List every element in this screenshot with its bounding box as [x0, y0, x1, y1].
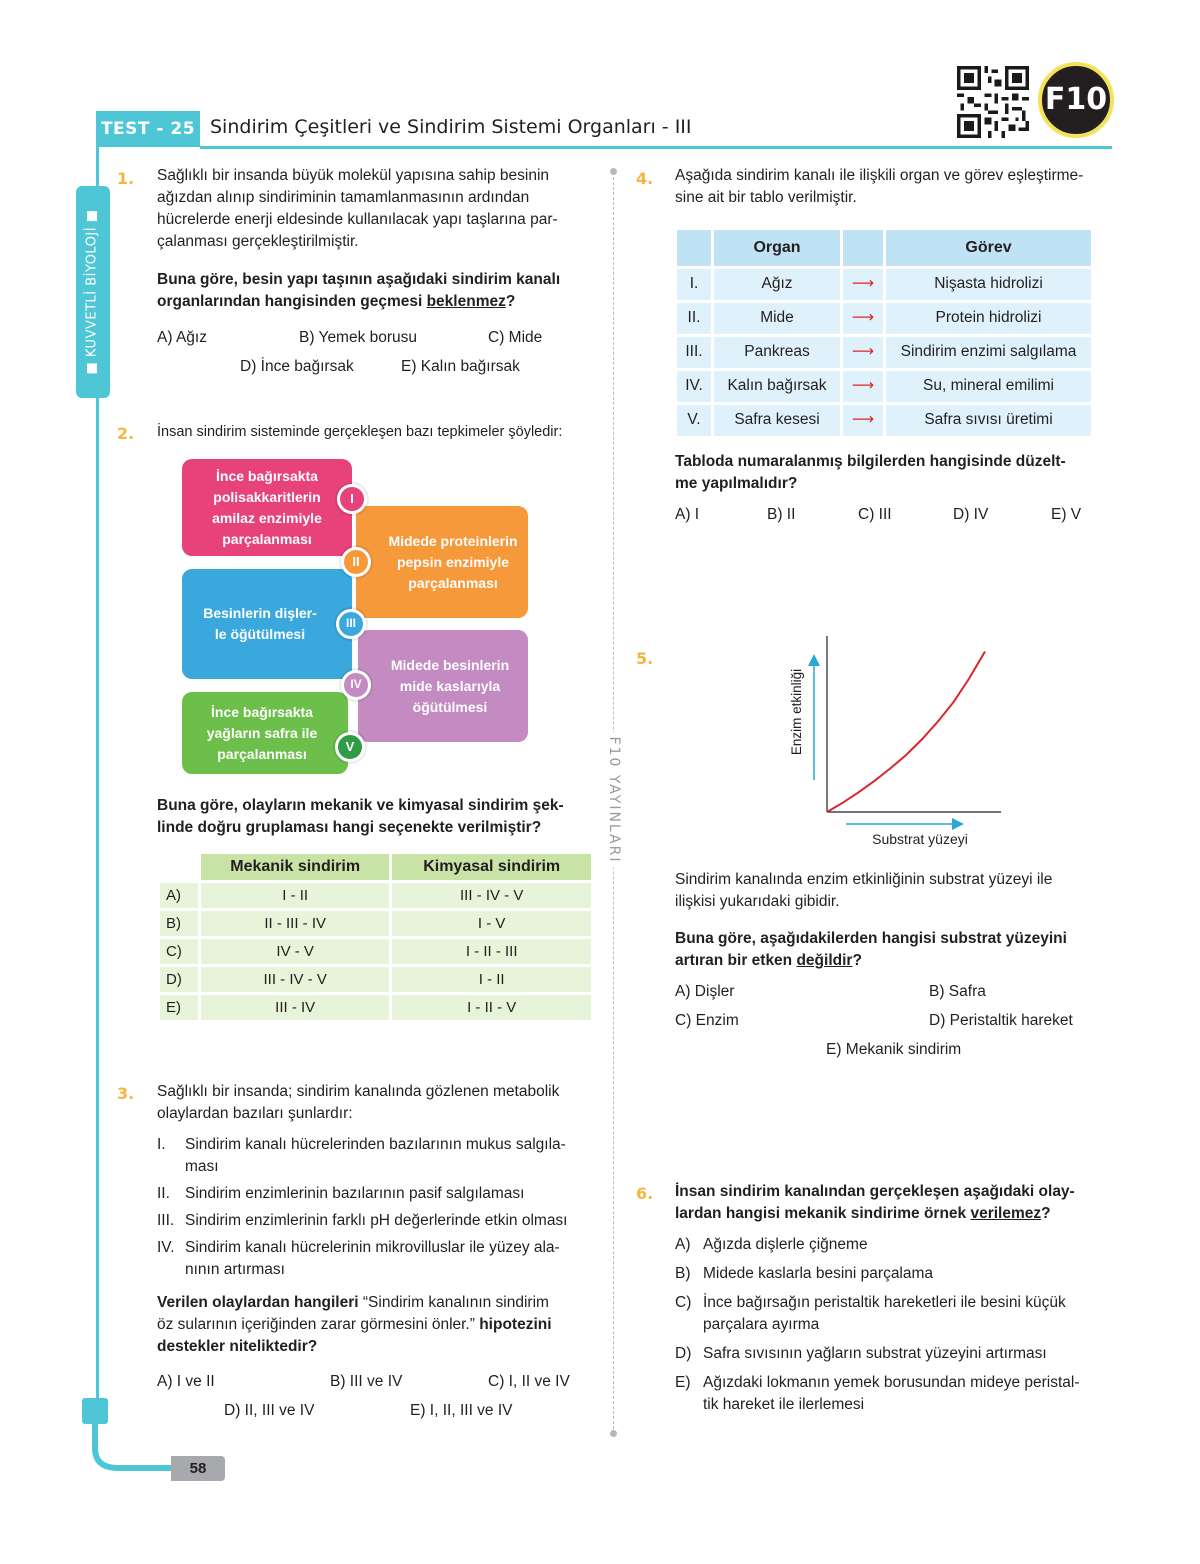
q6-option-c[interactable] [675, 1292, 1115, 1336]
divider-dot [610, 1430, 617, 1437]
table-cell: Kalın bağırsak [714, 371, 840, 402]
test-label: TEST - 25 [96, 111, 200, 147]
option-letter: B) [675, 1265, 691, 1282]
table-cell: II. [677, 303, 711, 334]
text-line: nının artırması [185, 1261, 285, 1278]
text-line: Buna göre, olayların mekanik ve kimyasal sindirim şek- [157, 797, 564, 814]
q1-option-e[interactable]: E) Kalın bağırsak [401, 358, 520, 375]
table-cell: Safra kesesi [714, 405, 840, 436]
table-row[interactable] [160, 911, 591, 936]
table-cell: Nişasta hidrolizi [886, 269, 1091, 300]
text-span: hipotezini [474, 1316, 552, 1333]
text-span: ? [852, 952, 862, 969]
q6-question [675, 1181, 1115, 1225]
list-item [157, 1237, 597, 1281]
text-span: öz sularının içeriğinden zarar görmesini önler.” [157, 1316, 475, 1333]
text-line: me yapılmalıdır? [675, 475, 798, 492]
q4-option-d[interactable]: D) IV [953, 506, 989, 523]
q2-step-box [182, 692, 348, 774]
text-line: İnsan sindirim kanalından gerçekleşen aşağıdaki olay- [675, 1183, 1075, 1200]
page-number: 58 [171, 1456, 225, 1481]
side-tab-label: ■ KUVVETLİ BİYOLOJİ ■ [84, 209, 100, 375]
table-cell: I - V [392, 911, 591, 936]
q6-option-d[interactable] [675, 1343, 1115, 1365]
text-line: parçalanması [217, 745, 307, 762]
text-span: lardan hangisi mekanik sindirime örnek [675, 1205, 971, 1222]
emphasis: beklenmez [426, 293, 506, 310]
text-line: Ağızda dişlerle çiğneme [703, 1236, 868, 1253]
option-letter[interactable]: C) [160, 939, 198, 964]
text-line: hücrelerde enerji eldesinde kullanılacak yapı taşlarına par- [157, 211, 558, 228]
q2-step-box [182, 459, 352, 556]
q1-stem [157, 165, 594, 253]
text-line: Besinlerin dişler- [203, 605, 317, 621]
q1-question [157, 269, 597, 313]
list-item [157, 1134, 597, 1178]
x-axis-label: Substrat yüzeyi [872, 831, 968, 847]
table-cell: III - IV [201, 995, 389, 1020]
option-letter[interactable]: E) [160, 995, 198, 1020]
text-span: ? [1041, 1205, 1051, 1222]
table-cell: Ağız [714, 269, 840, 300]
text-span: Verilen olaylardan hangileri [157, 1294, 359, 1311]
y-axis-label: Enzim etkinliği [789, 668, 804, 756]
q4-question [675, 451, 1115, 495]
option-letter[interactable]: A) [160, 883, 198, 908]
text-line: ması [185, 1158, 219, 1175]
table-row [677, 303, 1091, 334]
question-number: 4. [636, 169, 654, 188]
q3-option-c[interactable]: C) I, II ve IV [488, 1373, 570, 1390]
qr-code-icon[interactable] [956, 66, 1030, 138]
option-letter: D) [675, 1345, 692, 1362]
text-line: Midede proteinlerin [388, 532, 518, 549]
q1-option-c[interactable]: C) Mide [488, 329, 543, 346]
text-line: polisakkaritlerin [213, 488, 321, 505]
q3-items [157, 1134, 597, 1281]
list-item [157, 1210, 597, 1232]
q3-option-a[interactable]: A) I ve II [157, 1373, 215, 1390]
emphasis: verilemez [970, 1205, 1042, 1222]
text-line: sine ait bir tablo verilmiştir. [675, 189, 857, 206]
table-row[interactable] [160, 883, 591, 908]
q5-stem [675, 869, 1112, 913]
item-numeral: IV. [157, 1239, 175, 1256]
q6-option-a[interactable] [675, 1234, 1115, 1256]
item-numeral: III. [157, 1212, 175, 1229]
step-marker: V [335, 732, 365, 762]
page-title: Sindirim Çeşitleri ve Sindirim Sistemi Organları - III [210, 116, 692, 138]
step-marker: I [337, 484, 367, 514]
question-number: 6. [636, 1184, 654, 1203]
text-line: parçalara ayırma [703, 1316, 820, 1333]
text-line: Sindirim enzimlerinin bazılarının pasif salgılaması [185, 1185, 525, 1202]
text-line [675, 1203, 1115, 1225]
text-line [157, 291, 597, 313]
text-line: le öğütülmesi [214, 626, 306, 642]
table-cell: I - II [392, 967, 591, 992]
table-cell: Su, mineral emilimi [886, 371, 1091, 402]
q2-stem: İnsan sindirim sisteminde gerçekleşen bazı tepkimeler şöyledir: [157, 424, 563, 440]
table-header [160, 854, 198, 880]
text-line: Midede kaslarla besini parçalama [703, 1265, 934, 1282]
list-item [157, 1183, 597, 1205]
text-line: Tabloda numaralanmış bilgilerden hangisinde düzelt- [675, 453, 1066, 470]
q2-step-box [182, 569, 352, 679]
text-line [157, 1314, 597, 1336]
q5-option-b[interactable]: B) Safra [929, 983, 986, 1000]
table-cell: Sindirim enzimi salgılama [886, 337, 1091, 368]
text-line: destekler niteliktedir? [157, 1338, 318, 1355]
q2-step-box [356, 506, 528, 618]
option-letter[interactable]: B) [160, 911, 198, 936]
table-cell: III - IV - V [392, 883, 591, 908]
option-letter: A) [675, 1236, 691, 1253]
q6-options [675, 1234, 1115, 1416]
item-numeral: I. [157, 1136, 166, 1153]
q5-chart [770, 630, 1030, 860]
publisher-logo: F10 [1038, 62, 1114, 138]
table-cell: Mide [714, 303, 840, 334]
question-number: 3. [117, 1084, 135, 1103]
table-header: Mekanik sindirim [201, 854, 389, 880]
q1-option-a[interactable]: A) Ağız [157, 329, 207, 346]
text-line: olaylardan bazıları şunlardır: [157, 1105, 353, 1122]
text-line: öğütülmesi [412, 698, 488, 715]
table-cell: IV. [677, 371, 711, 402]
text-line: İnce bağırsağın peristaltik hareketleri ile besini küçük [703, 1294, 1066, 1311]
item-numeral: II. [157, 1185, 170, 1202]
step-marker: III [336, 609, 366, 639]
text-span: “Sindirim kanalının sindirim [358, 1294, 549, 1311]
right-arrow-icon: ⟶ [843, 303, 883, 334]
q3-option-e[interactable]: E) I, II, III ve IV [410, 1402, 513, 1419]
emphasis: değildir [796, 952, 853, 969]
q2-step-box [358, 630, 528, 742]
table-row[interactable] [160, 967, 591, 992]
text-line: Buna göre, aşağıdakilerden hangisi substrat yüzeyini [675, 930, 1067, 947]
text-line: İnce bağırsakta [211, 703, 313, 720]
table-cell: III - IV - V [201, 967, 389, 992]
q3-stem [157, 1081, 597, 1125]
footer-connector [78, 1398, 178, 1488]
text-line: Aşağıda sindirim kanalı ile ilişkili organ ve görev eşleştirme- [675, 167, 1084, 184]
text-line: İnce bağırsakta [216, 467, 318, 484]
text-line: ağızdan alınıp sindiriminin tamamlanmasının ardından [157, 189, 530, 206]
text-span: organlarından hangisinden geçmesi [157, 293, 427, 310]
table-cell: Pankreas [714, 337, 840, 368]
right-arrow-icon: ⟶ [843, 269, 883, 300]
text-line: Sağlıklı bir insanda; sindirim kanalında gözlenen metabolik [157, 1083, 560, 1100]
table-header [677, 230, 711, 266]
q6-option-b[interactable] [675, 1263, 1115, 1285]
publisher-watermark: F10 YAYINLARI [604, 733, 624, 868]
q2-answer-table [157, 851, 594, 1023]
table-row [677, 405, 1091, 436]
step-marker: II [341, 547, 371, 577]
option-letter[interactable]: D) [160, 967, 198, 992]
table-cell: I. [677, 269, 711, 300]
q5-option-e[interactable]: E) Mekanik sindirim [826, 1041, 962, 1058]
q4-option-c[interactable]: C) III [858, 506, 892, 523]
text-line: parçalanması [222, 530, 312, 547]
table-row[interactable] [160, 995, 591, 1020]
text-line: Safra sıvısının yağların substrat yüzeyini artırması [703, 1345, 1047, 1362]
text-line [157, 1292, 597, 1314]
option-letter: C) [675, 1294, 692, 1311]
text-line [675, 950, 1115, 972]
text-line: Ağızdaki lokmanın yemek borusundan mideye peristal- [703, 1374, 1080, 1391]
text-line: linde doğru gruplaması hangi seçenekte verilmiştir? [157, 819, 542, 836]
q3-option-d[interactable]: D) II, III ve IV [224, 1402, 315, 1419]
step-marker: IV [341, 670, 371, 700]
text-line: Midede besinlerin [390, 656, 510, 673]
right-arrow-icon: ⟶ [843, 337, 883, 368]
text-line: tik hareket ile ilerlemesi [703, 1396, 865, 1413]
table-cell: I - II [201, 883, 389, 908]
text-line: Sağlıklı bir insanda büyük molekül yapısına sahip besinin [157, 167, 550, 184]
table-header: Kimyasal sindirim [392, 854, 591, 880]
text-line: Sindirim kanalı hücrelerinden bazılarının mukus salgıla- [185, 1136, 566, 1153]
q1-option-b[interactable]: B) Yemek borusu [299, 329, 418, 346]
table-cell: Safra sıvısı üretimi [886, 405, 1091, 436]
table-cell: V. [677, 405, 711, 436]
text-line: Sindirim kanalı hücrelerinin mikrovilluslar ile yüzey ala- [185, 1239, 560, 1256]
question-number: 1. [117, 169, 135, 188]
header-rule [200, 146, 1112, 149]
text-span: artıran bir etken [675, 952, 797, 969]
table-cell: I - II - III [392, 939, 591, 964]
table-cell: III. [677, 337, 711, 368]
q6-option-e[interactable] [675, 1372, 1115, 1416]
q4-stem [675, 165, 1115, 209]
text-line: çalanması gerçekleştirilmiştir. [157, 233, 359, 250]
text-line: mide kaslarıyla [399, 677, 501, 694]
question-number: 2. [117, 424, 135, 443]
text-span: ? [505, 293, 516, 310]
q3-question [157, 1292, 597, 1358]
text-line: yağların safra ile [206, 724, 318, 741]
divider-dot [610, 168, 617, 175]
right-arrow-icon: ⟶ [843, 371, 883, 402]
q5-question [675, 928, 1115, 972]
q3-option-b[interactable]: B) III ve IV [330, 1373, 403, 1390]
text-line: Sindirim enzimlerinin farklı pH değerlerinde etkin olması [185, 1212, 568, 1229]
text-line: pepsin enzimiyle [396, 553, 510, 570]
question-number: 5. [636, 649, 654, 668]
table-cell: II - III - IV [201, 911, 389, 936]
table-row [677, 337, 1091, 368]
table-row [677, 371, 1091, 402]
series-line [827, 652, 985, 813]
table-row[interactable] [160, 939, 591, 964]
table-cell: I - II - V [392, 995, 591, 1020]
q2-question [157, 795, 597, 839]
text-line: Buna göre, besin yapı taşının aşağıdaki sindirim kanalı [157, 271, 561, 288]
right-arrow-icon: ⟶ [843, 405, 883, 436]
table-header [843, 230, 883, 266]
q5-option-d[interactable]: D) Peristaltik hareket [929, 1012, 1073, 1029]
text-line: amilaz enzimiyle [212, 509, 322, 526]
text-line: ilişkisi yukarıdaki gibidir. [675, 893, 840, 910]
q5-option-a[interactable]: A) Dişler [675, 983, 735, 1000]
q4-organ-table [674, 227, 1094, 439]
table-cell: IV - V [201, 939, 389, 964]
table-header: Organ [714, 230, 840, 266]
q4-option-a[interactable]: A) I [675, 506, 700, 523]
q1-option-d[interactable]: D) İnce bağırsak [240, 358, 354, 375]
text-line: parçalanması [408, 574, 498, 591]
q5-option-c[interactable]: C) Enzim [675, 1012, 739, 1029]
table-cell: Protein hidrolizi [886, 303, 1091, 334]
option-letter: E) [675, 1374, 691, 1391]
text-line: Sindirim kanalında enzim etkinliğinin substrat yüzeyi ile [675, 871, 1053, 888]
table-row [677, 269, 1091, 300]
table-header: Görev [886, 230, 1091, 266]
q4-option-b[interactable]: B) II [767, 506, 796, 523]
q4-option-e[interactable]: E) V [1051, 506, 1082, 523]
